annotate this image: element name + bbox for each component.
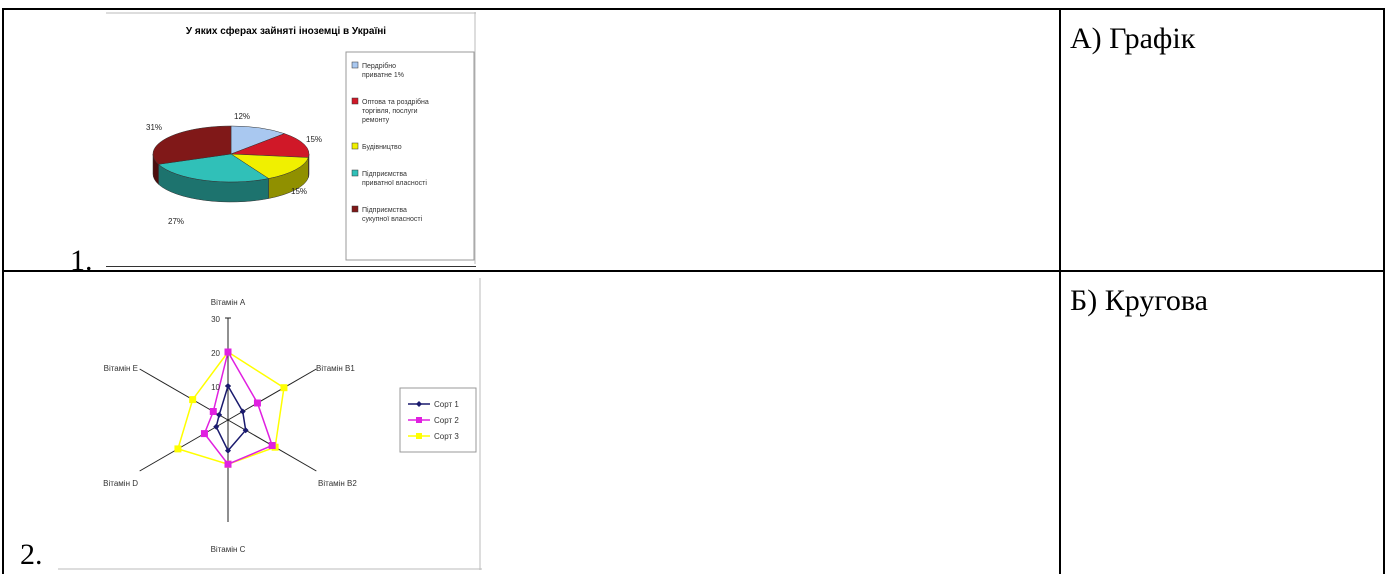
pie-legend-swatch-3 [352,143,358,149]
axis-label-vitamin-e: Вітамін Е [103,364,138,373]
radar-series-3-point-2 [280,384,287,391]
pie-legend [346,52,474,260]
row-1-number: 1. [70,244,93,277]
axis-label-vitamin-b1: Вітамін В1 [316,364,355,373]
pie-legend-box [346,52,474,260]
radar-series-3-point-6 [189,396,196,403]
pie-slices [153,126,309,202]
radar-legend-label-2: Сорт 2 [434,416,459,425]
radar-legend-marker-3 [416,433,422,439]
radar-scale-labels [211,315,220,392]
column-divider [1059,8,1061,574]
slice-label-4: 27% [168,217,185,226]
row-divider [2,270,1385,272]
pie-chart-svg [106,12,476,264]
pie-legend-label-5: Підприємства сукупної власності [362,207,423,223]
axis-label-vitamin-d: Вітамін D [103,479,138,488]
pie-legend-swatch-4 [352,170,358,176]
pie-legend-label-1: Пердрібно приватне 1% [362,63,404,79]
radar-legend-label-1: Сорт 1 [434,400,459,409]
pie-title: У яких сферах зайняті іноземці в Україні [185,26,387,37]
radar-series-1-point-2 [240,409,246,415]
radar-series-1-point-5 [213,424,219,430]
table-left-border [2,8,4,574]
scale-label-20: 20 [211,349,220,358]
pie-legend-label-3: Будівництво [362,144,402,151]
axis-label-vitamin-c: Вітамін С [210,545,246,554]
row-2-answer: Б) Кругова [1070,284,1208,317]
radar-legend [400,388,476,452]
slice-label-2: 15% [306,135,323,144]
radar-legend-marker-2 [416,417,422,423]
radar-series-2-point-5 [201,430,208,437]
radar-series-2-point-1 [225,349,232,356]
radar-series-3-point-5 [174,445,181,452]
radar-series-1-point-1 [225,383,231,389]
radar-series-1-point-6 [216,412,222,418]
row-1-answer: А) Графік [1070,22,1196,55]
radar-series-2-point-3 [269,442,276,449]
pie-legend-label-4: Підприємства приватної власності [362,171,427,187]
radar-plot [140,318,317,522]
scale-label-10: 10 [211,383,220,392]
axis-label-vitamin-b2: Вітамін В2 [318,479,357,488]
radar-axis-labels [103,298,357,554]
pie-legend-swatch-2 [352,98,358,104]
row-1-blank-line [106,266,476,267]
radar-series-2-point-4 [225,461,232,468]
table-top-border [2,8,1385,10]
scale-label-30: 30 [211,315,220,324]
axis-label-vitamin-a: Вітамін А [210,298,246,307]
radar-series-2-point-6 [210,408,217,415]
pie-legend-label-2: Оптова та роздрібна торгівля, послуги ремонту [362,99,429,124]
pie-chart [106,12,476,264]
row-2-number: 2. [20,538,43,571]
slice-label-1: 12% [234,112,251,121]
radar-chart-svg [58,278,482,570]
radar-chart [58,278,482,570]
slice-label-5: 31% [146,123,163,132]
pie-legend-swatch-1 [352,62,358,68]
radar-series-2-point-2 [254,400,261,407]
radar-legend-label-3: Сорт 3 [434,432,459,441]
slice-label-3: 15% [291,187,308,196]
table-right-border [1383,8,1385,574]
pie-legend-swatch-5 [352,206,358,212]
